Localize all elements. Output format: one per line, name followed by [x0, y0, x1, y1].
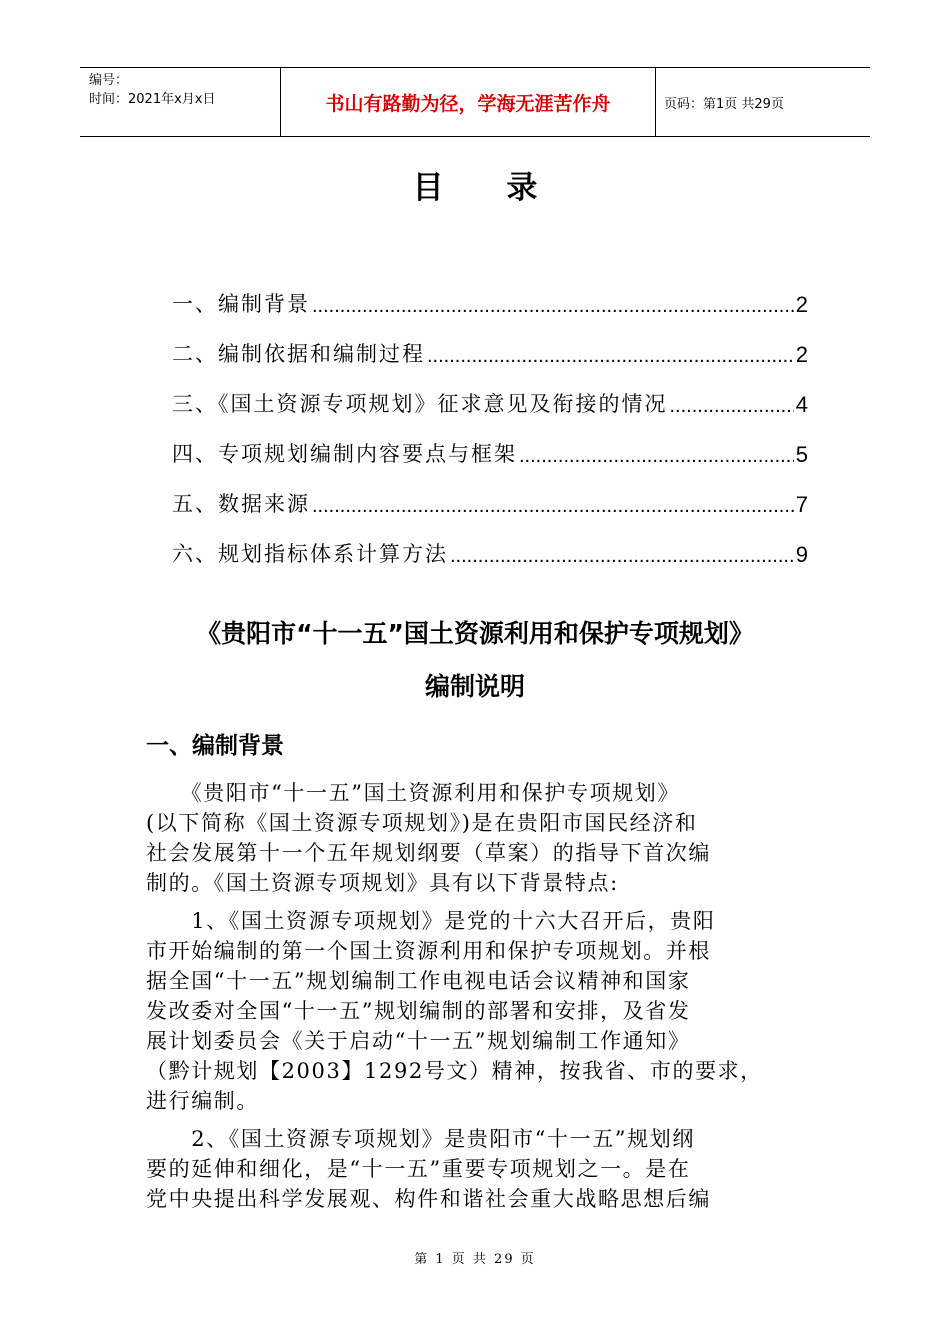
body-paragraph: [146, 906, 806, 1116]
section-heading: 一、编制背景: [146, 733, 284, 759]
toc-entry-label: 二、编制依据和编制过程: [172, 342, 425, 366]
body-paragraph: [146, 778, 806, 898]
toc-entry-label: 六、规划指标体系计算方法: [172, 542, 448, 566]
paragraph-line: 1、《国土资源专项规划》是党的十六大召开后，贵阳: [146, 909, 716, 933]
paragraph-line: 发改委对全国“十一五”规划编制的部署和安排，及省发: [146, 999, 691, 1023]
paragraph-line: 据全国“十一五”规划编制工作电视电话会议精神和国家: [146, 969, 691, 993]
toc-entry[interactable]: [172, 318, 808, 368]
header-table: [80, 67, 870, 137]
paragraph-line: (以下简称《国土资源专项规划》)是在贵阳市国民经济和: [146, 811, 698, 835]
paragraph-line: 要的延伸和细化，是“十一五”重要专项规划之一。是在: [146, 1157, 691, 1181]
toc-entry-label: 一、编制背景: [172, 292, 310, 316]
paragraph-line: 展计划委员会《关于启动“十一五”规划编制工作通知》: [146, 1029, 691, 1053]
header-motto: 书山有路勤为径，学海无涯苦作舟: [281, 68, 656, 136]
toc-entry-page: 4: [795, 392, 808, 417]
header-page-info: 页码：第1页 共29页: [664, 96, 784, 112]
toc-entry-label: 四、专项规划编制内容要点与框架: [172, 442, 517, 466]
toc-entry-page: 2: [795, 292, 808, 317]
number-label: 编号：: [89, 73, 129, 88]
toc-entry-page: 2: [795, 342, 808, 367]
toc-leader-dots: [670, 394, 794, 418]
header-left-cell: [80, 68, 281, 136]
toc-entry[interactable]: [172, 268, 808, 318]
body-paragraph: [146, 1124, 806, 1214]
toc-leader-dots: [450, 544, 794, 568]
page-footer: 第 1 页 共 29 页: [414, 1252, 536, 1267]
toc-leader-dots: [427, 344, 794, 368]
time-label: 时间：2021年x月x日: [89, 92, 216, 107]
toc-entry[interactable]: [172, 518, 808, 568]
toc-leader-dots: [519, 444, 794, 468]
toc-entry-label: 五、数据来源: [172, 492, 310, 516]
paragraph-line: 2、《国土资源专项规划》是贵阳市“十一五”规划纲: [146, 1127, 695, 1151]
paragraph-line: 党中央提出科学发展观、构件和谐社会重大战略思想后编: [146, 1187, 711, 1211]
paragraph-line: 《贵阳市“十一五”国土资源利用和保护专项规划》: [146, 781, 680, 805]
toc-entry-page: 7: [795, 492, 808, 517]
toc-leader-dots: [312, 494, 794, 518]
toc-entry[interactable]: [172, 368, 808, 418]
paragraph-line: 社会发展第十一个五年规划纲要（草案）的指导下首次编: [146, 841, 711, 865]
toc-entry[interactable]: [172, 418, 808, 468]
toc-title: 目 录: [412, 170, 564, 206]
toc-leader-dots: [312, 294, 794, 318]
paragraph-line: 制的。《国土资源专项规划》具有以下背景特点:: [146, 871, 619, 895]
table-of-contents: [172, 268, 808, 568]
toc-entry-page: 5: [795, 442, 808, 467]
document-title: 《贵阳市“十一五”国土资源利用和保护专项规划》: [196, 619, 754, 648]
paragraph-line: 市开始编制的第一个国土资源利用和保护专项规划。并根: [146, 939, 711, 963]
toc-entry-page: 9: [795, 542, 808, 567]
toc-entry-label: 三、《国土资源专项规划》征求意见及衔接的情况: [172, 392, 668, 416]
toc-entry[interactable]: [172, 468, 808, 518]
paragraph-line: （黔计规划【2003】1292号文）精神，按我省、市的要求，: [146, 1059, 763, 1083]
paragraph-line: 进行编制。: [146, 1089, 259, 1113]
document-subtitle: 编制说明: [424, 672, 525, 701]
